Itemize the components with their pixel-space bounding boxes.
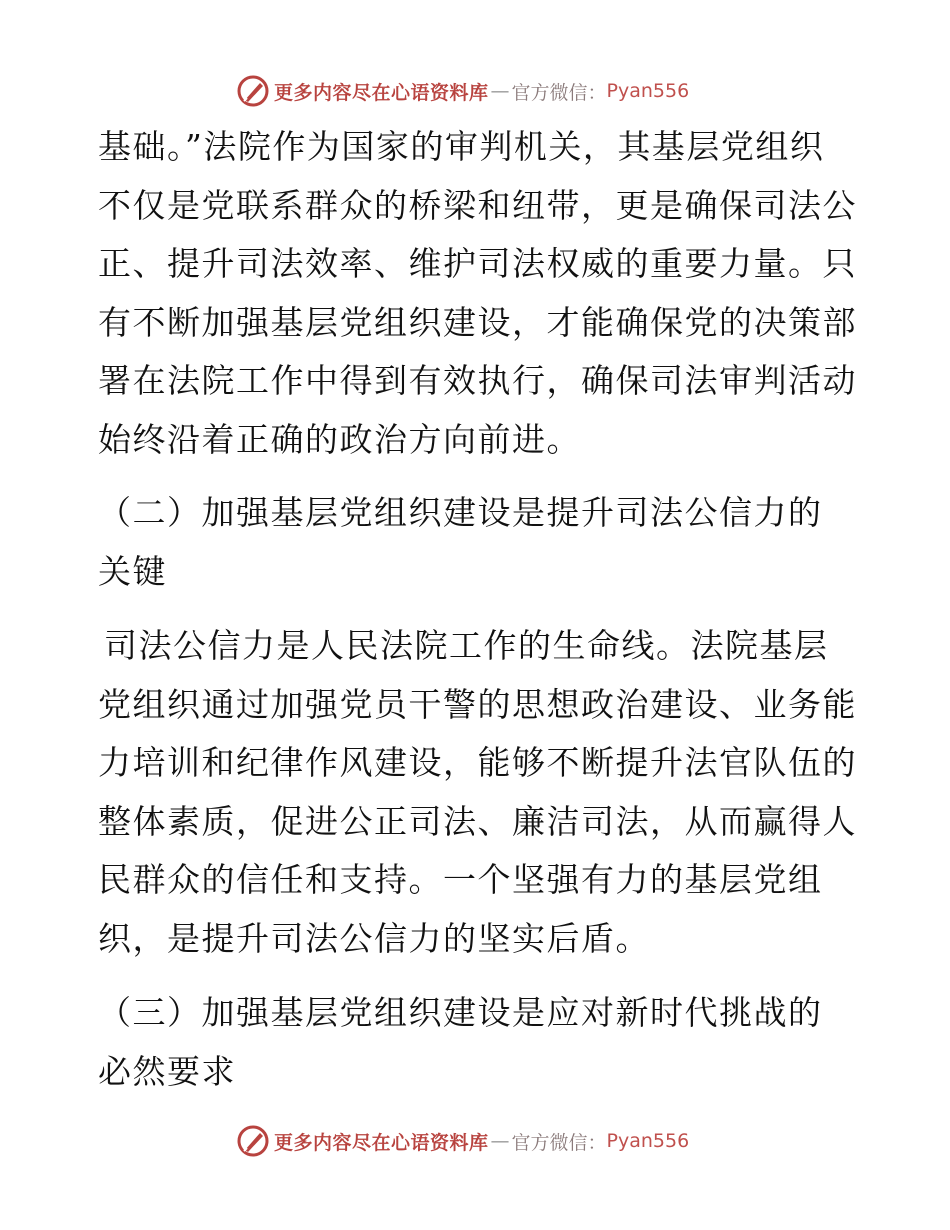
watermark-main-text: 更多内容尽在心语资料库	[274, 81, 489, 104]
heading-line: 必然要求	[98, 1051, 236, 1091]
section-heading-3	[98, 984, 858, 1101]
watermark-separator: —	[490, 1130, 510, 1152]
text-line: 基础。”法院作为国家的审判机关，其基层党组织	[98, 127, 825, 166]
red-quill-pen-logo-icon	[236, 1124, 270, 1158]
watermark-footer	[236, 1121, 689, 1161]
watermark-main-text: 更多内容尽在心语资料库	[274, 1131, 489, 1154]
text-line: 司法公信力是人民法院工作的生命线。法院基层	[104, 626, 829, 665]
text-line: 署在法院工作中得到有效执行，确保司法审判活动	[98, 361, 857, 400]
paragraph-2	[98, 617, 858, 968]
text-line: 整体素质，促进公正司法、廉洁司法，从而赢得人	[98, 801, 857, 841]
text-line: 民群众的信任和支持。一个坚强有力的基层党组	[98, 860, 823, 899]
watermark-wechat-id: Pyan556	[606, 80, 690, 102]
text-line: 正、提升司法效率、维护司法权威的重要力量。只	[98, 244, 857, 283]
watermark-separator: —	[490, 80, 510, 102]
text-line: 有不断加强基层党组织建设，才能确保党的决策部	[98, 302, 857, 342]
text-line: 不仅是党联系群众的桥梁和纽带，更是确保司法公	[98, 185, 857, 225]
text-line: 力培训和纪律作风建设，能够不断提升法官队伍的	[98, 743, 857, 782]
watermark-sub-text: 官方微信：	[511, 81, 607, 104]
red-quill-pen-logo-icon	[236, 74, 270, 108]
heading-line: （二）加强基层党组织建设是提升司法公信力的	[98, 493, 823, 532]
section-heading-2	[98, 484, 858, 601]
paragraph-1	[98, 118, 858, 469]
watermark-sub-text: 官方微信：	[511, 1131, 607, 1154]
text-line: 始终沿着正确的政治方向前进。	[98, 419, 581, 459]
heading-line: （三）加强基层党组织建设是应对新时代挑战的	[98, 993, 823, 1032]
text-line: 党组织通过加强党员干警的思想政治建设、业务能	[98, 684, 857, 724]
watermark-header	[236, 71, 689, 111]
text-line: 织，是提升司法公信力的坚实后盾。	[98, 918, 650, 958]
heading-line: 关键	[98, 551, 167, 591]
watermark-wechat-id: Pyan556	[606, 1130, 690, 1152]
